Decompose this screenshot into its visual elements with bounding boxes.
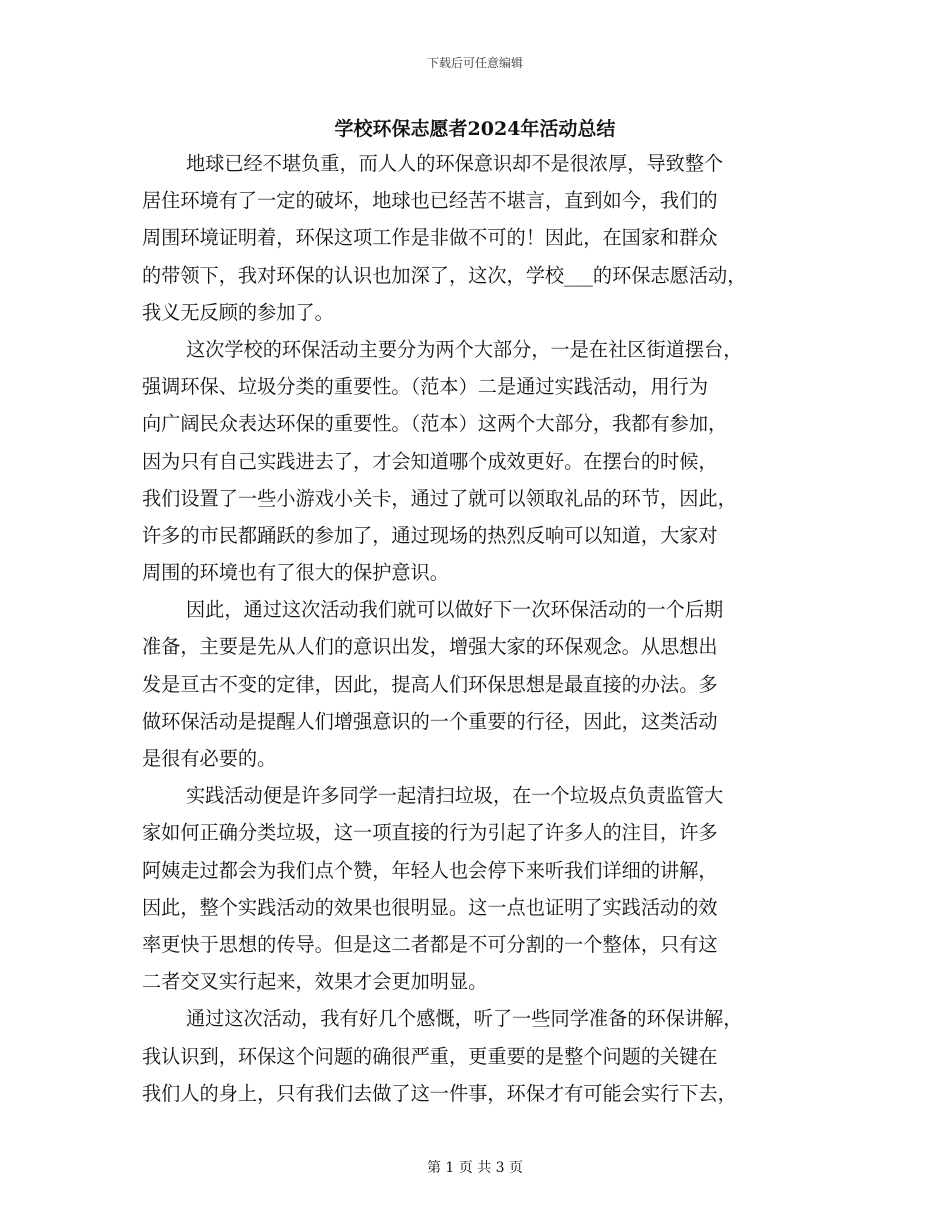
text-line: 周围环境证明着，环保这项工作是非做不可的！因此，在国家和群众 [142, 226, 718, 250]
text-line: 我们人的身上，只有我们去做了这一件事，环保才有可能会实行下去， [142, 1081, 737, 1105]
text-line: 因此，通过这次活动我们就可以做好下一次环保活动的一个后期 [186, 598, 724, 622]
text-line: 地球已经不堪负重，而人人的环保意识却不是很浓厚，导致整个 [186, 152, 724, 175]
text-line: 许多的市民都踊跃的参加了，通过现场的热烈反响可以知道，大家对 [142, 523, 718, 547]
text-line: 率更快于思想的传导。但是这二者都是不可分割的一个整体，只有这 [142, 932, 718, 956]
text-line: 二者交叉实行起来，效果才会更加明显。 [142, 970, 488, 994]
text-line: 是很有必要的。 [142, 747, 277, 770]
text-line: 向广阔民众表达环保的重要性。（范本）这两个大部分，我都有参加， [142, 412, 728, 436]
text-line: 发是亘古不变的定律，因此，提高人们环保思想是最直接的办法。多 [142, 672, 718, 696]
text-line: 因为只有自己实践进去了，才会知道哪个成效更好。在摆台的时候， [142, 449, 718, 473]
document-body [142, 145, 814, 1112]
header-note: 下载后可任意编辑 [426, 56, 523, 70]
text-line: 我们设置了一些小游戏小关卡，通过了就可以领取礼品的环节，因此， [142, 486, 737, 510]
text-line: 这次学校的环保活动主要分为两个大部分，一是在社区街道摆台， [186, 337, 743, 361]
text-line: 强调环保、垃圾分类的重要性。（范本）二是通过实践活动，用行为 [142, 375, 709, 399]
text-line: 因此，整个实践活动的效果也很明显。这一点也证明了实践活动的效 [142, 895, 718, 919]
text-line: 我认识到，环保这个问题的确很严重，更重要的是整个问题的关键在 [142, 1044, 718, 1068]
text-line: 准备，主要是先从人们的意识出发，增强大家的环保观念。从思想出 [142, 635, 718, 659]
text-line: 实践活动便是许多同学一起清扫垃圾，在一个垃圾点负责监管大 [186, 784, 724, 808]
page-indicator: 第 1 页 共 3 页 [426, 1160, 524, 1176]
text-line: 周围的环境也有了很大的保护意识。 [142, 561, 449, 585]
text-line: 做环保活动是提醒人们增强意识的一个重要的行径，因此，这类活动 [142, 709, 718, 733]
text-line: 阿姨走过都会为我们点个赞，年轻人也会停下来听我们详细的讲解， [142, 858, 718, 882]
text-line: 我义无反顾的参加了。 [142, 300, 334, 324]
text-line: 的带领下，我对环保的认识也加深了，这次，学校___的环保志愿活动， [142, 263, 747, 287]
document-title: 学校环保志愿者2024年活动总结 [334, 118, 616, 140]
text-line: 通过这次活动，我有好几个感慨，听了一些同学准备的环保讲解， [186, 1007, 743, 1031]
text-line: 居住环境有了一定的破坏，地球也已经苦不堪言，直到如今，我们的 [142, 189, 718, 213]
text-line: 家如何正确分类垃圾，这一项直接的行为引起了许多人的注目，许多 [142, 821, 718, 845]
